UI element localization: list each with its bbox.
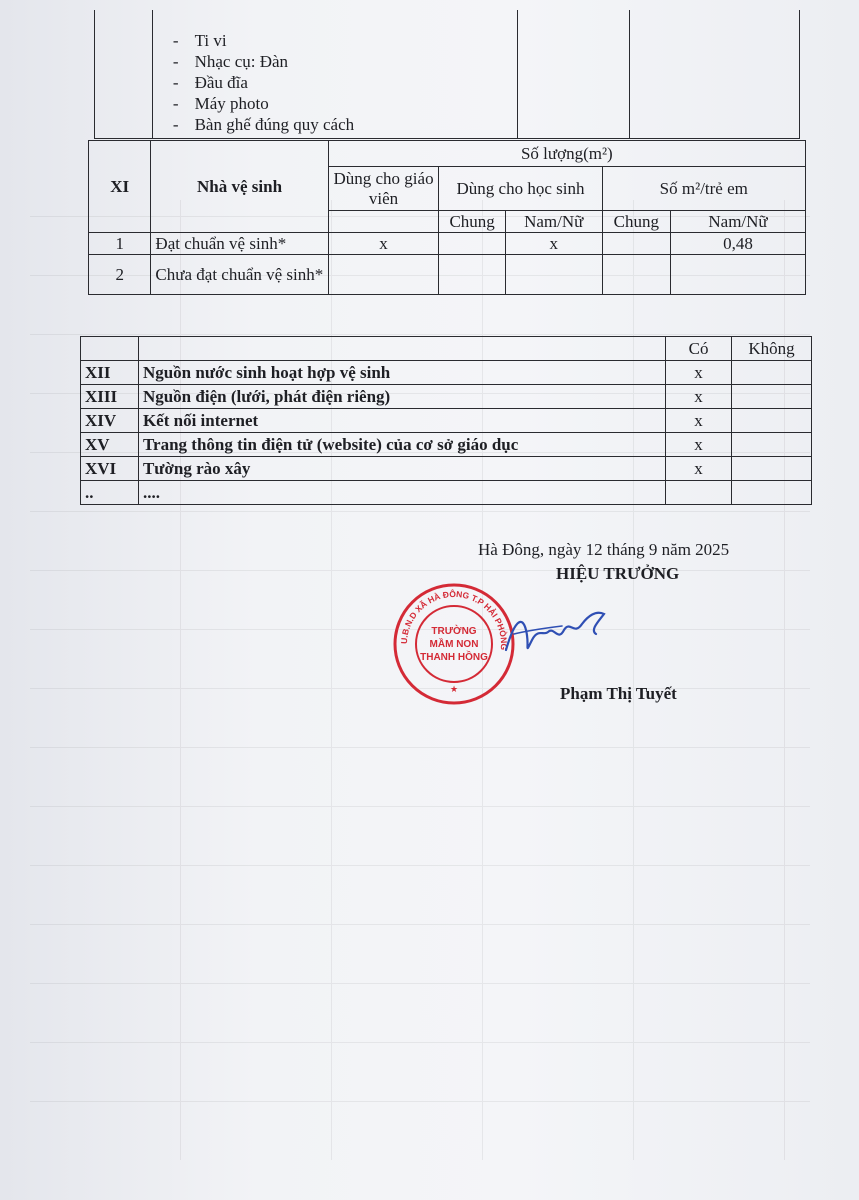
- table-row: [89, 233, 806, 255]
- row-number: XIV: [81, 409, 139, 433]
- per-mf-value: [671, 255, 806, 295]
- equipment-table: [94, 10, 800, 139]
- equipment-list: [153, 10, 518, 135]
- row-number: XVI: [81, 457, 139, 481]
- equipment-item: - Nhạc cụ: Đàn: [173, 51, 518, 72]
- yes-value: [666, 481, 732, 505]
- facilities-table: [80, 336, 812, 505]
- col-no-header: Không: [732, 337, 812, 361]
- row-number: 1: [89, 233, 151, 255]
- stamp-line-3: THANH HỒNG: [420, 652, 488, 663]
- student-common-header: Chung: [439, 211, 505, 233]
- row-label: Tường rào xây: [138, 457, 665, 481]
- row-number: 2: [89, 255, 151, 295]
- signer-name: Phạm Thị Tuyết: [560, 684, 677, 703]
- signature-stroke: [506, 613, 604, 650]
- table-row: [81, 433, 812, 457]
- table-row: [89, 255, 806, 295]
- school-stamp: [392, 582, 516, 706]
- per-mf-header: Nam/Nữ: [671, 211, 806, 233]
- table-row: [81, 385, 812, 409]
- table-row: [81, 361, 812, 385]
- student-header: Dùng cho học sinh: [439, 167, 602, 211]
- teacher-subheader-empty: [328, 211, 439, 233]
- stamp-star-icon: ★: [449, 684, 459, 694]
- equipment-item: - Bàn ghế đúng quy cách: [173, 114, 518, 135]
- row-label: Trang thông tin điện tử (website) của cơ sở giáo dục: [138, 433, 665, 457]
- table-row: [81, 409, 812, 433]
- equipment-qty-cell: [518, 10, 630, 138]
- no-value: [732, 457, 812, 481]
- yes-value: x: [666, 361, 732, 385]
- yes-value: x: [666, 385, 732, 409]
- table-row: [81, 481, 812, 505]
- row-label: Chưa đạt chuẩn vệ sinh*: [151, 255, 328, 295]
- signature-date: Hà Đông, ngày 12 tháng 9 năm 2025: [478, 540, 730, 559]
- row-label: ....: [138, 481, 665, 505]
- table-row: [81, 457, 812, 481]
- section-number: XI: [89, 141, 151, 233]
- stamp-line-2: MẦM NON: [429, 639, 479, 650]
- row-number: XV: [81, 433, 139, 457]
- no-value: [732, 433, 812, 457]
- row-number: XIII: [81, 385, 139, 409]
- signature-role: HIỆU TRƯỞNG: [556, 564, 680, 583]
- handwritten-signature: [500, 600, 612, 664]
- per-common-value: [602, 255, 670, 295]
- equipment-note-cell: [630, 10, 800, 138]
- yes-value: x: [666, 433, 732, 457]
- per-child-header: Số m²/trẻ em: [602, 167, 805, 211]
- teacher-value: x: [328, 233, 439, 255]
- equipment-item: - Đầu đĩa: [173, 72, 518, 93]
- quantity-header: Số lượng(m²): [328, 141, 805, 167]
- no-value: [732, 481, 812, 505]
- row-label: Nguồn điện (lưới, phát điện riêng): [138, 385, 665, 409]
- teacher-header: Dùng cho giáo viên: [328, 167, 439, 211]
- no-value: [732, 385, 812, 409]
- stamp-ring-text: U.B.N.D XÃ HÀ ĐÔNG T.P HẢI PHÒNG: [398, 588, 510, 651]
- row-label: Đạt chuẩn vệ sinh*: [151, 233, 328, 255]
- stamp-line-1: TRƯỜNG: [431, 626, 477, 637]
- no-value: [732, 409, 812, 433]
- row-label: Kết nối internet: [138, 409, 665, 433]
- student-common-value: [439, 255, 505, 295]
- no-value: [732, 361, 812, 385]
- row-label: Nguồn nước sinh hoạt hợp vệ sinh: [138, 361, 665, 385]
- student-mf-value: x: [505, 233, 602, 255]
- row-number: XII: [81, 361, 139, 385]
- yes-value: x: [666, 409, 732, 433]
- per-common-header: Chung: [602, 211, 670, 233]
- equipment-list-cell: [152, 10, 518, 138]
- equipment-item: - Ti vi: [173, 30, 518, 51]
- header-no-empty: [81, 337, 139, 361]
- toilet-table: [88, 140, 806, 295]
- teacher-value: [328, 255, 439, 295]
- equipment-no-cell: [95, 10, 153, 138]
- student-common-value: [439, 233, 505, 255]
- per-common-value: [602, 233, 670, 255]
- student-mf-header: Nam/Nữ: [505, 211, 602, 233]
- row-number: ..: [81, 481, 139, 505]
- per-mf-value: 0,48: [671, 233, 806, 255]
- student-mf-value: [505, 255, 602, 295]
- equipment-item: - Máy photo: [173, 93, 518, 114]
- header-label-empty: [138, 337, 665, 361]
- yes-value: x: [666, 457, 732, 481]
- section-title: Nhà vệ sinh: [151, 141, 328, 233]
- col-yes-header: Có: [666, 337, 732, 361]
